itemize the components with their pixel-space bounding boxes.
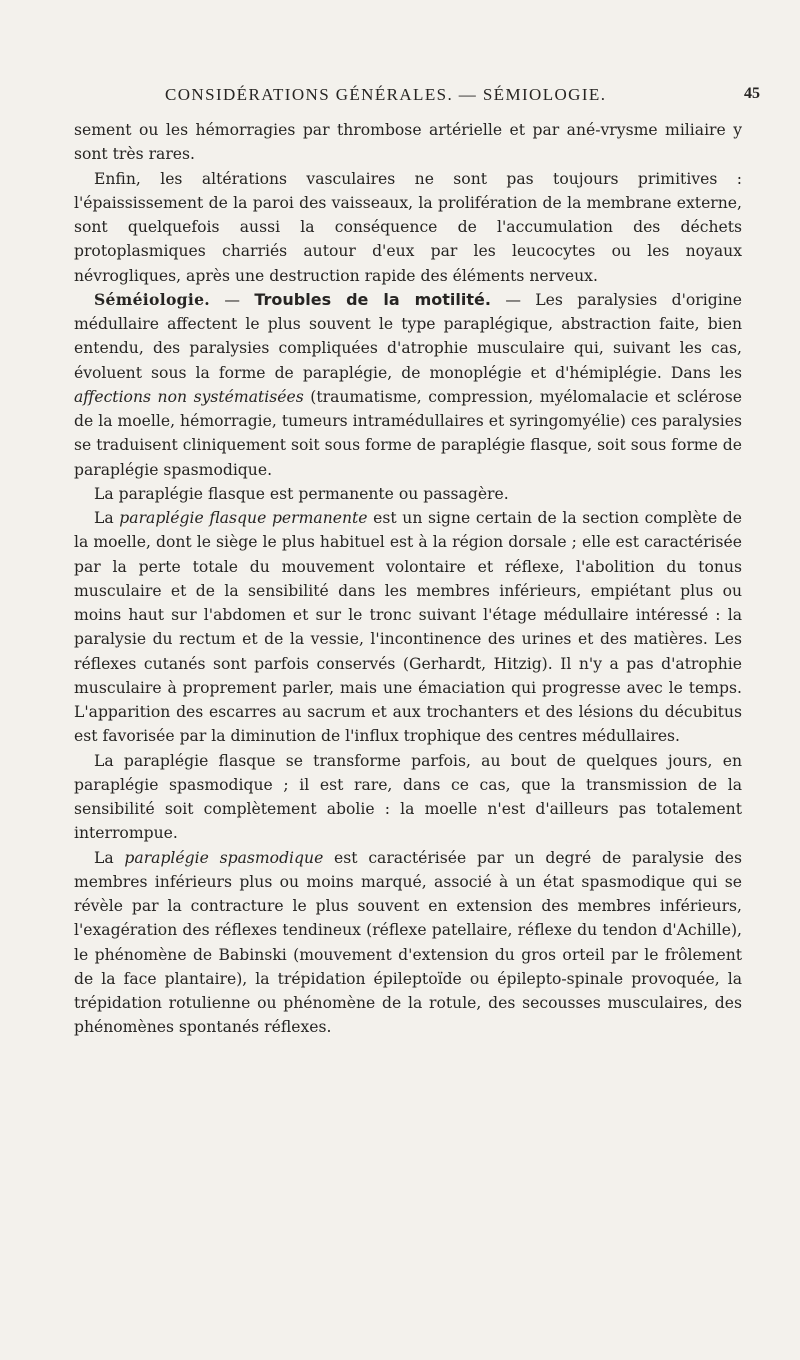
paragraph-flaccid-transform: La paraplégie flasque se transforme parfois, au bout de quelques jours, en paraplégie spasmodique ; il est rare, dans ce cas, que la transmission de la sensibilité soit complètement abolie : la moelle n'est d'ailleurs pas totalement interrompue. — [74, 751, 742, 843]
emphasis-flaccid-permanent: paraplégie flasque permanente — [119, 509, 368, 527]
page-number: 45 — [744, 85, 760, 102]
paragraph-spasmodic: La paraplégie spasmodique est caractérisée par un degré de paralysie des membres inférieurs plus ou moins marqué, associé à un état spasmodique qui se révèle par la contracture le plus souvent en extension des membres inférieurs, l'exagération des réflexes tendineux (réflexe patellaire, réflexe du tendon d'Achille), le phénomène de Babinski (mouvement d'extension du gros orteil par le frôlement de la face plantaire), la trépidation épileptoïde ou épilepto-spinale provoquée, la trépidation rotulienne ou phénomène de la rotule, des secousses musculaires, des phénomènes spontanés réflexes. — [74, 848, 742, 1037]
paragraph-continued: sement ou les hémorragies par thrombose artérielle et par ané-vrysme miliaire y sont très rares. — [74, 121, 742, 164]
section-heading-semiology: Séméiologie. — [94, 289, 211, 309]
paragraph-vascular-alterations: Enfin, les altérations vasculaires ne sont pas toujours primitives : l'épaississement de la paroi des vaisseaux, la prolifération de la membrane externe, sont quelquefois aussi la conséquence de l'accumulation des déchets protoplasmiques charriés autour d'eux par les leucocytes ou les noyaux névrogliques, après une destruction rapide des éléments nerveux. — [74, 169, 742, 285]
section-heading-motility: Troubles de la motilité. — [254, 289, 491, 309]
running-title: CONSIDÉRATIONS GÉNÉRALES. — SÉMIOLOGIE. — [165, 85, 607, 104]
body-text — [74, 118, 742, 1040]
paragraph-flaccid-intro: La paraplégie flasque est permanente ou passagère. — [94, 484, 509, 503]
paragraph-flaccid-permanent: La paraplégie flasque permanente est un signe certain de la section complète de la moelle, dont le siège le plus habituel est à la région dorsale ; elle est caractérisée par la perte totale du mouvement volontaire et réflexe, l'abolition du tonus musculaire et de la sensibilité dans les membres inférieurs, empiétant plus ou moins haut sur l'abdomen et sur le tronc suivant l'étage médullaire intéressé : la paralysie du rectum et de la vessie, l'incontinence des urines et des matières. Les réflexes cutanés sont parfois conservés (Gerhardt, Hitzig). Il n'y a pas d'atrophie musculaire à proprement parler, mais une émaciation qui progresse avec le temps. L'apparition des escarres au sacrum et aux trochanters et des lésions du décubitus est favorisée par la diminution de l'influx trophique des centres médullaires. — [74, 509, 743, 746]
emphasis-non-systematized: affections non systématisées — [74, 387, 304, 406]
page-header — [0, 85, 760, 109]
emphasis-spasmodic: paraplégie spasmodique — [124, 848, 324, 867]
paragraph-semiology-motility: Séméiologie. — Troubles de la motilité. — Les paralysies d'origine médullaire affectent le plus souvent le type paraplégique, abstraction faite, bien entendu, des paralysies compliquées d'atrophie musculaire qui, suivant les cas, évoluent sous la forme de paraplégie, de monoplégie et d'hémiplégie. Dans les affections non systématisées (traumatisme, compression, myélomalacie et sclérose de la moelle, hémorragie, tumeurs intramédullaires et syringomyélie) ces paralysies se traduisent cliniquement soit sous forme de paraplégie flasque, soit sous forme de paraplégie spasmodique. — [74, 289, 742, 479]
